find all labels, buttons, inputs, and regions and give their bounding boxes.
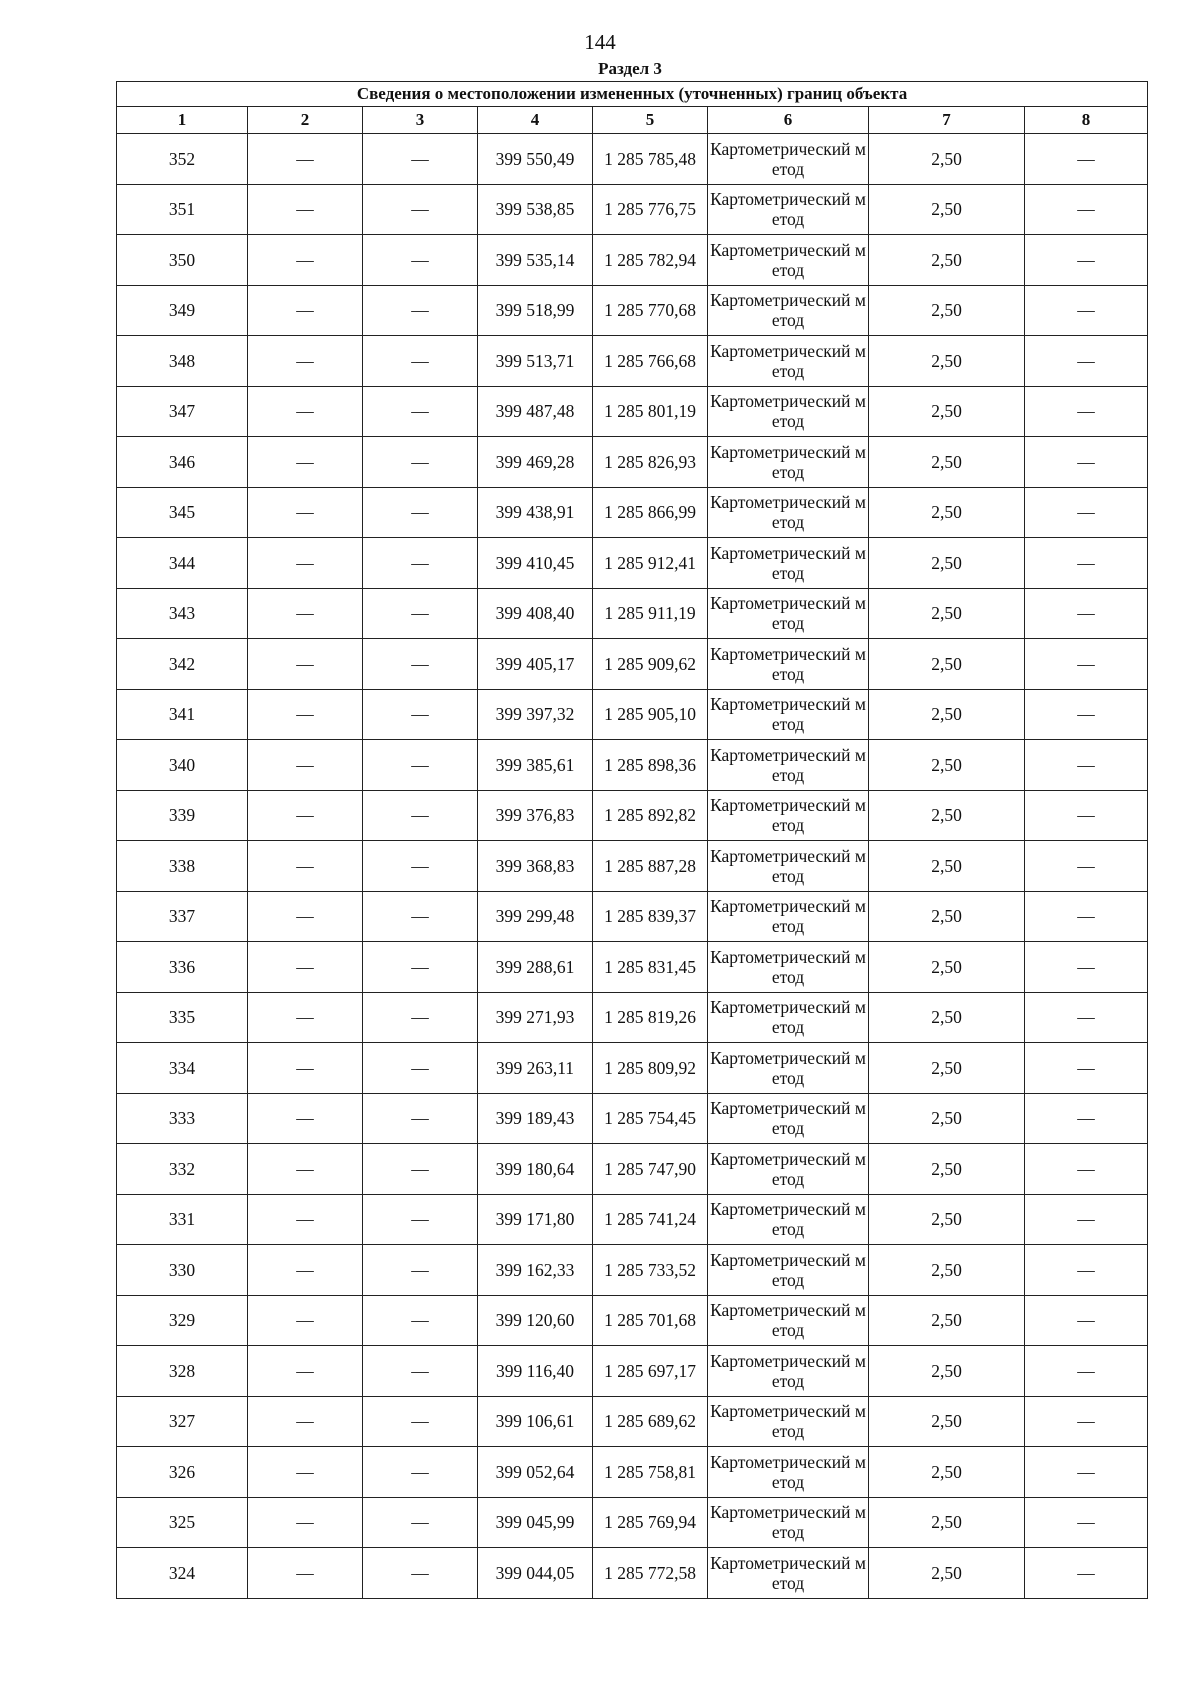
x-coordinate-cell: 399 044,05 xyxy=(478,1548,593,1599)
column-8-cell: — xyxy=(1025,639,1148,690)
accuracy-cell: 2,50 xyxy=(869,1144,1025,1195)
point-number-cell: 334 xyxy=(117,1043,248,1094)
column-3-cell: — xyxy=(363,1497,478,1548)
column-2-cell: — xyxy=(248,790,363,841)
method-cell: Картометрический метод xyxy=(708,1245,869,1296)
column-8-cell: — xyxy=(1025,285,1148,336)
accuracy-cell: 2,50 xyxy=(869,841,1025,892)
point-number-cell: 351 xyxy=(117,184,248,235)
column-header: 7 xyxy=(869,107,1025,134)
point-number-cell: 329 xyxy=(117,1295,248,1346)
method-cell: Картометрический метод xyxy=(708,740,869,791)
column-8-cell: — xyxy=(1025,740,1148,791)
table-body xyxy=(117,134,1148,1599)
section-title: Раздел 3 xyxy=(598,59,662,78)
point-number-cell: 342 xyxy=(117,639,248,690)
x-coordinate-cell: 399 408,40 xyxy=(478,588,593,639)
column-2-cell: — xyxy=(248,487,363,538)
point-number-cell: 331 xyxy=(117,1194,248,1245)
table-row xyxy=(117,1497,1148,1548)
accuracy-cell: 2,50 xyxy=(869,538,1025,589)
accuracy-cell: 2,50 xyxy=(869,487,1025,538)
y-coordinate-cell: 1 285 758,81 xyxy=(593,1447,708,1498)
point-number-cell: 327 xyxy=(117,1396,248,1447)
column-8-cell: — xyxy=(1025,184,1148,235)
column-2-cell: — xyxy=(248,689,363,740)
x-coordinate-cell: 399 487,48 xyxy=(478,386,593,437)
x-coordinate-cell: 399 385,61 xyxy=(478,740,593,791)
method-cell: Картометрический метод xyxy=(708,689,869,740)
column-2-cell: — xyxy=(248,1497,363,1548)
column-3-cell: — xyxy=(363,285,478,336)
table-row xyxy=(117,1447,1148,1498)
method-cell: Картометрический метод xyxy=(708,285,869,336)
y-coordinate-cell: 1 285 776,75 xyxy=(593,184,708,235)
column-8-cell: — xyxy=(1025,437,1148,488)
accuracy-cell: 2,50 xyxy=(869,992,1025,1043)
column-8-cell: — xyxy=(1025,1447,1148,1498)
table-row xyxy=(117,891,1148,942)
column-3-cell: — xyxy=(363,1043,478,1094)
accuracy-cell: 2,50 xyxy=(869,184,1025,235)
column-2-cell: — xyxy=(248,1396,363,1447)
accuracy-cell: 2,50 xyxy=(869,437,1025,488)
y-coordinate-cell: 1 285 831,45 xyxy=(593,942,708,993)
accuracy-cell: 2,50 xyxy=(869,1346,1025,1397)
column-2-cell: — xyxy=(248,386,363,437)
x-coordinate-cell: 399 288,61 xyxy=(478,942,593,993)
y-coordinate-cell: 1 285 839,37 xyxy=(593,891,708,942)
column-3-cell: — xyxy=(363,1194,478,1245)
table-row xyxy=(117,992,1148,1043)
column-3-cell: — xyxy=(363,1447,478,1498)
x-coordinate-cell: 399 189,43 xyxy=(478,1093,593,1144)
accuracy-cell: 2,50 xyxy=(869,790,1025,841)
point-number-cell: 337 xyxy=(117,891,248,942)
column-3-cell: — xyxy=(363,841,478,892)
accuracy-cell: 2,50 xyxy=(869,942,1025,993)
x-coordinate-cell: 399 180,64 xyxy=(478,1144,593,1195)
y-coordinate-cell: 1 285 697,17 xyxy=(593,1346,708,1397)
table-row xyxy=(117,588,1148,639)
x-coordinate-cell: 399 171,80 xyxy=(478,1194,593,1245)
x-coordinate-cell: 399 518,99 xyxy=(478,285,593,336)
accuracy-cell: 2,50 xyxy=(869,891,1025,942)
column-3-cell: — xyxy=(363,1093,478,1144)
accuracy-cell: 2,50 xyxy=(869,689,1025,740)
point-number-cell: 338 xyxy=(117,841,248,892)
column-8-cell: — xyxy=(1025,386,1148,437)
column-2-cell: — xyxy=(248,1447,363,1498)
table-row xyxy=(117,1396,1148,1447)
y-coordinate-cell: 1 285 905,10 xyxy=(593,689,708,740)
x-coordinate-cell: 399 299,48 xyxy=(478,891,593,942)
method-cell: Картометрический метод xyxy=(708,487,869,538)
method-cell: Картометрический метод xyxy=(708,841,869,892)
method-cell: Картометрический метод xyxy=(708,1396,869,1447)
y-coordinate-cell: 1 285 809,92 xyxy=(593,1043,708,1094)
y-coordinate-cell: 1 285 769,94 xyxy=(593,1497,708,1548)
y-coordinate-cell: 1 285 741,24 xyxy=(593,1194,708,1245)
column-8-cell: — xyxy=(1025,538,1148,589)
accuracy-cell: 2,50 xyxy=(869,588,1025,639)
column-3-cell: — xyxy=(363,336,478,387)
coordinates-table xyxy=(116,81,1148,1599)
x-coordinate-cell: 399 263,11 xyxy=(478,1043,593,1094)
method-cell: Картометрический метод xyxy=(708,1194,869,1245)
column-8-cell: — xyxy=(1025,790,1148,841)
point-number-cell: 344 xyxy=(117,538,248,589)
accuracy-cell: 2,50 xyxy=(869,386,1025,437)
column-3-cell: — xyxy=(363,1144,478,1195)
point-number-cell: 335 xyxy=(117,992,248,1043)
table-row xyxy=(117,1144,1148,1195)
x-coordinate-cell: 399 397,32 xyxy=(478,689,593,740)
point-number-cell: 324 xyxy=(117,1548,248,1599)
table-row xyxy=(117,1245,1148,1296)
column-2-cell: — xyxy=(248,1245,363,1296)
column-3-cell: — xyxy=(363,1396,478,1447)
x-coordinate-cell: 399 405,17 xyxy=(478,639,593,690)
method-cell: Картометрический метод xyxy=(708,134,869,185)
column-3-cell: — xyxy=(363,790,478,841)
x-coordinate-cell: 399 368,83 xyxy=(478,841,593,892)
x-coordinate-cell: 399 052,64 xyxy=(478,1447,593,1498)
y-coordinate-cell: 1 285 909,62 xyxy=(593,639,708,690)
table-row xyxy=(117,689,1148,740)
table-row xyxy=(117,235,1148,286)
column-2-cell: — xyxy=(248,992,363,1043)
method-cell: Картометрический метод xyxy=(708,386,869,437)
table-header-row xyxy=(117,107,1148,134)
column-8-cell: — xyxy=(1025,134,1148,185)
table-row xyxy=(117,1295,1148,1346)
method-cell: Картометрический метод xyxy=(708,184,869,235)
table-row xyxy=(117,437,1148,488)
column-3-cell: — xyxy=(363,386,478,437)
column-2-cell: — xyxy=(248,639,363,690)
column-header: 6 xyxy=(708,107,869,134)
column-2-cell: — xyxy=(248,285,363,336)
table-row xyxy=(117,639,1148,690)
method-cell: Картометрический метод xyxy=(708,942,869,993)
column-header: 1 xyxy=(117,107,248,134)
x-coordinate-cell: 399 116,40 xyxy=(478,1346,593,1397)
column-2-cell: — xyxy=(248,1194,363,1245)
y-coordinate-cell: 1 285 785,48 xyxy=(593,134,708,185)
accuracy-cell: 2,50 xyxy=(869,1396,1025,1447)
table-row xyxy=(117,1548,1148,1599)
table-row xyxy=(117,487,1148,538)
column-8-cell: — xyxy=(1025,1548,1148,1599)
table-row xyxy=(117,841,1148,892)
column-3-cell: — xyxy=(363,1295,478,1346)
method-cell: Картометрический метод xyxy=(708,538,869,589)
column-8-cell: — xyxy=(1025,1497,1148,1548)
y-coordinate-cell: 1 285 819,26 xyxy=(593,992,708,1043)
column-3-cell: — xyxy=(363,184,478,235)
table-row xyxy=(117,184,1148,235)
table-row xyxy=(117,134,1148,185)
accuracy-cell: 2,50 xyxy=(869,285,1025,336)
y-coordinate-cell: 1 285 911,19 xyxy=(593,588,708,639)
column-header: 8 xyxy=(1025,107,1148,134)
column-3-cell: — xyxy=(363,538,478,589)
accuracy-cell: 2,50 xyxy=(869,235,1025,286)
method-cell: Картометрический метод xyxy=(708,639,869,690)
column-2-cell: — xyxy=(248,336,363,387)
column-3-cell: — xyxy=(363,1346,478,1397)
method-cell: Картометрический метод xyxy=(708,1447,869,1498)
point-number-cell: 346 xyxy=(117,437,248,488)
method-cell: Картометрический метод xyxy=(708,1548,869,1599)
method-cell: Картометрический метод xyxy=(708,1043,869,1094)
x-coordinate-cell: 399 469,28 xyxy=(478,437,593,488)
method-cell: Картометрический метод xyxy=(708,790,869,841)
accuracy-cell: 2,50 xyxy=(869,1043,1025,1094)
point-number-cell: 332 xyxy=(117,1144,248,1195)
table-row xyxy=(117,942,1148,993)
column-8-cell: — xyxy=(1025,689,1148,740)
table-row xyxy=(117,790,1148,841)
method-cell: Картометрический метод xyxy=(708,1144,869,1195)
column-3-cell: — xyxy=(363,437,478,488)
y-coordinate-cell: 1 285 782,94 xyxy=(593,235,708,286)
accuracy-cell: 2,50 xyxy=(869,740,1025,791)
column-3-cell: — xyxy=(363,689,478,740)
point-number-cell: 349 xyxy=(117,285,248,336)
column-2-cell: — xyxy=(248,1548,363,1599)
y-coordinate-cell: 1 285 898,36 xyxy=(593,740,708,791)
column-3-cell: — xyxy=(363,740,478,791)
column-2-cell: — xyxy=(248,588,363,639)
accuracy-cell: 2,50 xyxy=(869,1497,1025,1548)
column-2-cell: — xyxy=(248,1295,363,1346)
column-8-cell: — xyxy=(1025,891,1148,942)
method-cell: Картометрический метод xyxy=(708,891,869,942)
y-coordinate-cell: 1 285 912,41 xyxy=(593,538,708,589)
column-2-cell: — xyxy=(248,538,363,589)
column-2-cell: — xyxy=(248,891,363,942)
method-cell: Картометрический метод xyxy=(708,1346,869,1397)
y-coordinate-cell: 1 285 766,68 xyxy=(593,336,708,387)
column-8-cell: — xyxy=(1025,942,1148,993)
method-cell: Картометрический метод xyxy=(708,336,869,387)
column-8-cell: — xyxy=(1025,1346,1148,1397)
accuracy-cell: 2,50 xyxy=(869,1194,1025,1245)
column-8-cell: — xyxy=(1025,1396,1148,1447)
y-coordinate-cell: 1 285 801,19 xyxy=(593,386,708,437)
y-coordinate-cell: 1 285 892,82 xyxy=(593,790,708,841)
x-coordinate-cell: 399 513,71 xyxy=(478,336,593,387)
table-row xyxy=(117,1194,1148,1245)
y-coordinate-cell: 1 285 770,68 xyxy=(593,285,708,336)
column-8-cell: — xyxy=(1025,1093,1148,1144)
column-2-cell: — xyxy=(248,841,363,892)
x-coordinate-cell: 399 535,14 xyxy=(478,235,593,286)
table-caption: Сведения о местоположении измененных (уточненных) границ объекта xyxy=(117,82,1148,107)
column-8-cell: — xyxy=(1025,1194,1148,1245)
table-caption-row xyxy=(117,82,1148,107)
table-row xyxy=(117,538,1148,589)
table-row xyxy=(117,1093,1148,1144)
page-number: 144 xyxy=(584,30,616,54)
x-coordinate-cell: 399 120,60 xyxy=(478,1295,593,1346)
x-coordinate-cell: 399 550,49 xyxy=(478,134,593,185)
column-8-cell: — xyxy=(1025,841,1148,892)
y-coordinate-cell: 1 285 747,90 xyxy=(593,1144,708,1195)
y-coordinate-cell: 1 285 689,62 xyxy=(593,1396,708,1447)
column-3-cell: — xyxy=(363,487,478,538)
column-8-cell: — xyxy=(1025,1043,1148,1094)
column-header: 5 xyxy=(593,107,708,134)
column-8-cell: — xyxy=(1025,588,1148,639)
x-coordinate-cell: 399 376,83 xyxy=(478,790,593,841)
table-row xyxy=(117,386,1148,437)
point-number-cell: 352 xyxy=(117,134,248,185)
column-2-cell: — xyxy=(248,1093,363,1144)
column-8-cell: — xyxy=(1025,487,1148,538)
table-row xyxy=(117,1346,1148,1397)
column-8-cell: — xyxy=(1025,992,1148,1043)
method-cell: Картометрический метод xyxy=(708,1093,869,1144)
y-coordinate-cell: 1 285 826,93 xyxy=(593,437,708,488)
accuracy-cell: 2,50 xyxy=(869,1548,1025,1599)
point-number-cell: 348 xyxy=(117,336,248,387)
column-3-cell: — xyxy=(363,134,478,185)
method-cell: Картометрический метод xyxy=(708,437,869,488)
point-number-cell: 341 xyxy=(117,689,248,740)
column-2-cell: — xyxy=(248,1346,363,1397)
point-number-cell: 328 xyxy=(117,1346,248,1397)
y-coordinate-cell: 1 285 701,68 xyxy=(593,1295,708,1346)
column-2-cell: — xyxy=(248,184,363,235)
point-number-cell: 336 xyxy=(117,942,248,993)
x-coordinate-cell: 399 045,99 xyxy=(478,1497,593,1548)
x-coordinate-cell: 399 538,85 xyxy=(478,184,593,235)
column-3-cell: — xyxy=(363,992,478,1043)
column-3-cell: — xyxy=(363,891,478,942)
accuracy-cell: 2,50 xyxy=(869,134,1025,185)
accuracy-cell: 2,50 xyxy=(869,1295,1025,1346)
point-number-cell: 325 xyxy=(117,1497,248,1548)
accuracy-cell: 2,50 xyxy=(869,1447,1025,1498)
x-coordinate-cell: 399 106,61 xyxy=(478,1396,593,1447)
point-number-cell: 350 xyxy=(117,235,248,286)
column-2-cell: — xyxy=(248,437,363,488)
table-row xyxy=(117,336,1148,387)
method-cell: Картометрический метод xyxy=(708,1295,869,1346)
column-8-cell: — xyxy=(1025,336,1148,387)
column-8-cell: — xyxy=(1025,1295,1148,1346)
column-3-cell: — xyxy=(363,588,478,639)
column-header: 3 xyxy=(363,107,478,134)
accuracy-cell: 2,50 xyxy=(869,639,1025,690)
column-8-cell: — xyxy=(1025,1144,1148,1195)
accuracy-cell: 2,50 xyxy=(869,1093,1025,1144)
point-number-cell: 345 xyxy=(117,487,248,538)
y-coordinate-cell: 1 285 866,99 xyxy=(593,487,708,538)
table-row xyxy=(117,285,1148,336)
x-coordinate-cell: 399 438,91 xyxy=(478,487,593,538)
column-2-cell: — xyxy=(248,942,363,993)
column-2-cell: — xyxy=(248,1144,363,1195)
y-coordinate-cell: 1 285 733,52 xyxy=(593,1245,708,1296)
x-coordinate-cell: 399 271,93 xyxy=(478,992,593,1043)
point-number-cell: 340 xyxy=(117,740,248,791)
y-coordinate-cell: 1 285 754,45 xyxy=(593,1093,708,1144)
column-3-cell: — xyxy=(363,235,478,286)
point-number-cell: 333 xyxy=(117,1093,248,1144)
column-header: 2 xyxy=(248,107,363,134)
x-coordinate-cell: 399 162,33 xyxy=(478,1245,593,1296)
method-cell: Картометрический метод xyxy=(708,1497,869,1548)
column-2-cell: — xyxy=(248,235,363,286)
column-8-cell: — xyxy=(1025,1245,1148,1296)
column-3-cell: — xyxy=(363,942,478,993)
point-number-cell: 343 xyxy=(117,588,248,639)
method-cell: Картометрический метод xyxy=(708,992,869,1043)
column-2-cell: — xyxy=(248,740,363,791)
table-row xyxy=(117,1043,1148,1094)
point-number-cell: 326 xyxy=(117,1447,248,1498)
column-3-cell: — xyxy=(363,1548,478,1599)
x-coordinate-cell: 399 410,45 xyxy=(478,538,593,589)
column-8-cell: — xyxy=(1025,235,1148,286)
method-cell: Картометрический метод xyxy=(708,588,869,639)
column-header: 4 xyxy=(478,107,593,134)
column-3-cell: — xyxy=(363,639,478,690)
column-2-cell: — xyxy=(248,134,363,185)
accuracy-cell: 2,50 xyxy=(869,336,1025,387)
y-coordinate-cell: 1 285 887,28 xyxy=(593,841,708,892)
table-row xyxy=(117,740,1148,791)
accuracy-cell: 2,50 xyxy=(869,1245,1025,1296)
method-cell: Картометрический метод xyxy=(708,235,869,286)
point-number-cell: 347 xyxy=(117,386,248,437)
point-number-cell: 339 xyxy=(117,790,248,841)
column-3-cell: — xyxy=(363,1245,478,1296)
point-number-cell: 330 xyxy=(117,1245,248,1296)
y-coordinate-cell: 1 285 772,58 xyxy=(593,1548,708,1599)
column-2-cell: — xyxy=(248,1043,363,1094)
